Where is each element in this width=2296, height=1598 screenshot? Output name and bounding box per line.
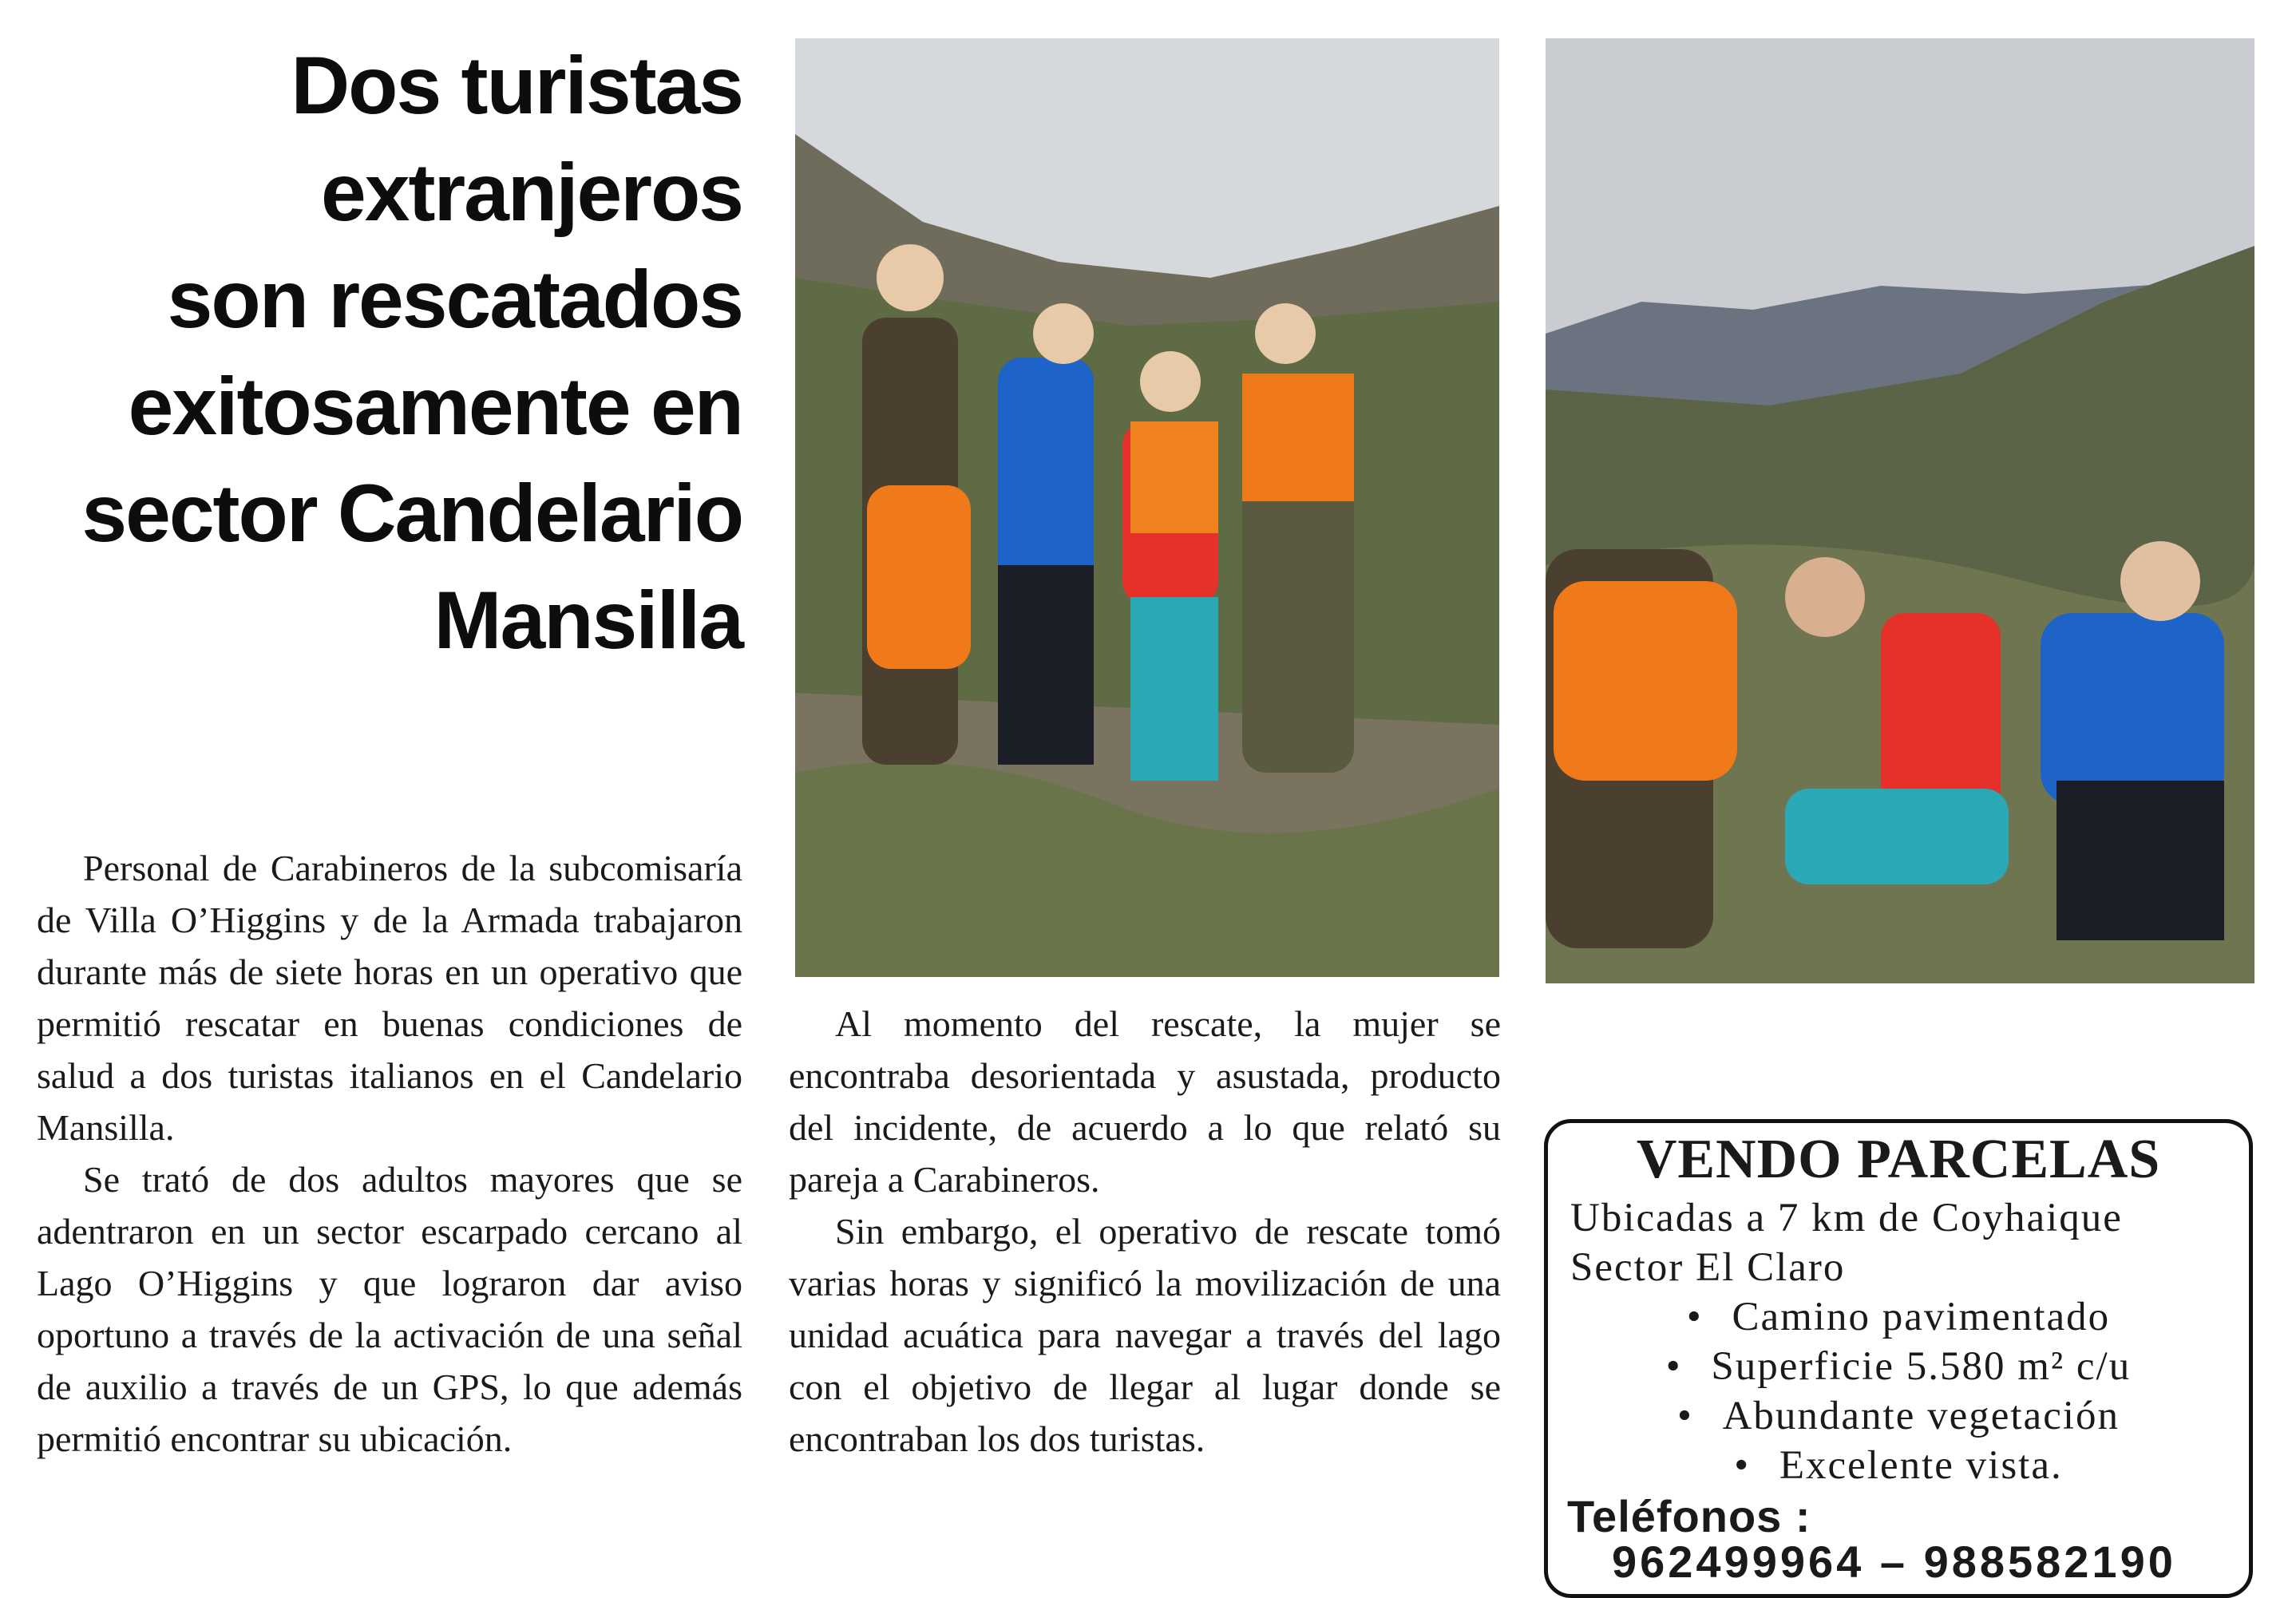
ad-features-list [1548,1292,2249,1490]
ad-feature-item: • Abundante vegetación [1548,1391,2249,1441]
ad-phone-numbers: 962499964 – 988582190 [1612,1537,2176,1587]
article-column-left [37,842,742,1465]
ad-feature-item: • Excelente vista. [1548,1441,2249,1490]
headline-line: Dos turistas [291,40,742,131]
article-paragraph: Se trató de dos adultos mayores que se adentraron en un sector escarpado cercano al Lago O’Higgins y que lograron dar aviso oportuno a través de la activación de una señal de auxilio a través de un GPS, lo que además permitió encontrar su ubicación. [37,1159,742,1459]
headline-line: extranjeros [321,147,742,238]
headline-line: exitosamente en [128,361,742,452]
article-paragraph: Personal de Carabineros de la subcomisaría de Villa O’Higgins y de la Armada trabajaron durante más de siete horas en un operativo que permitió rescatar en buenas condiciones de salud a dos turistas italianos en el Candelario Mansilla. [37,848,742,1148]
article-paragraph: Al momento del rescate, la mujer se encontraba desorientada y asustada, producto del incidente, de acuerdo a lo que relató su pareja a Carabineros. [789,1003,1501,1200]
rescue-group-photo [795,38,1499,977]
article-column-middle [789,998,1501,1465]
headline-line: sector Candelario [81,468,742,559]
ad-title: VENDO PARCELAS [1636,1129,2161,1190]
rescue-group-photo-art [795,38,1499,977]
headline-line: Mansilla [433,575,742,666]
classified-ad-box [1544,1119,2253,1598]
article-paragraph: Sin embargo, el operativo de rescate tomó varias horas y significó la movilización de una unidad acuática para navegar a través del lago con el objetivo de llegar al lugar donde se encontraban los dos turistas. [789,1211,1501,1459]
rescue-scene-photo [1546,38,2254,983]
ad-sector-line: Sector El Claro [1570,1245,1846,1290]
article-headline [24,32,742,674]
headline-line: son rescatados [167,254,742,345]
rescue-scene-photo-art [1546,38,2254,983]
ad-feature-item: • Camino pavimentado [1548,1292,2249,1342]
ad-location-line: Ubicadas a 7 km de Coyhaique [1570,1196,2123,1240]
ad-phones-label: Teléfonos : [1567,1491,1811,1541]
ad-feature-item: • Superficie 5.580 m² c/u [1548,1342,2249,1391]
